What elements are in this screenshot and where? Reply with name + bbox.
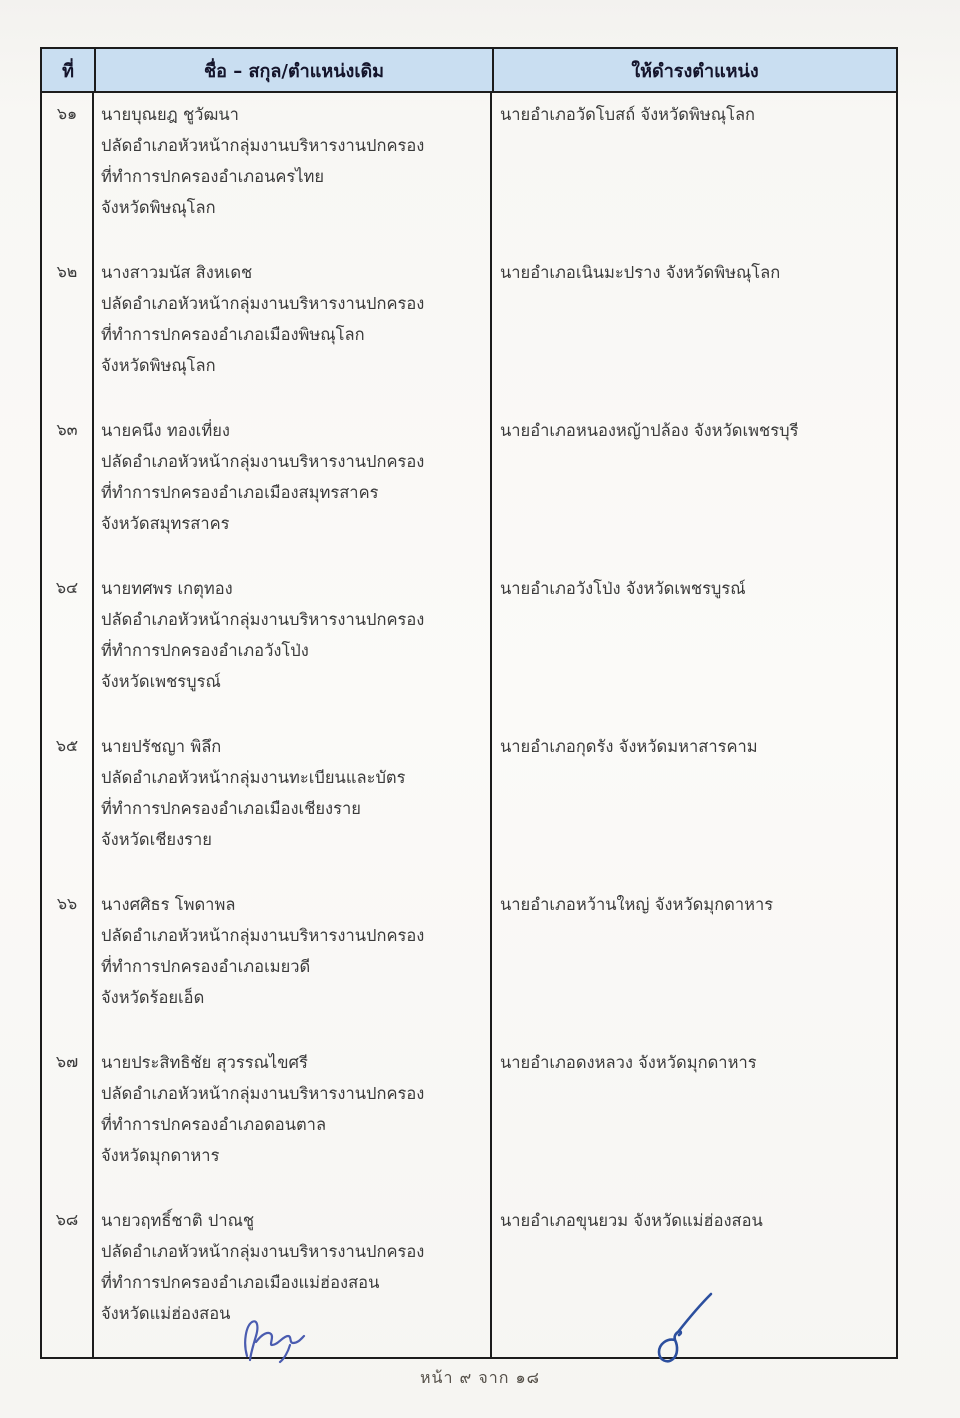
row-number: ๖๗: [42, 1041, 94, 1199]
former-position-line: ที่ทำการปกครองอำเภอเมืองแม่ฮ่องสอน: [101, 1273, 380, 1292]
person-name: นายปรัชญา พิลึก: [101, 737, 222, 756]
new-position-cell: นายอำเภอดงหลวง จังหวัดมุกดาหาร: [500, 1053, 757, 1072]
new-position-cell: นายอำเภอวังโป่ง จังหวัดเพชรบูรณ์: [500, 579, 746, 598]
header-col-former-position: ชื่อ – สกุล/ตำแหน่งเดิม: [94, 49, 492, 91]
former-position-line: ปลัดอำเภอหัวหน้ากลุ่มงานบริหารงานปกครอง: [101, 136, 425, 155]
former-position-line: จังหวัดแม่ฮ่องสอน: [101, 1304, 231, 1323]
row-number: ๖๑: [42, 93, 94, 251]
person-name: นายบุณยฎ ชูวัฒนา: [101, 105, 239, 124]
former-position-line: จังหวัดร้อยเอ็ด: [101, 988, 205, 1007]
person-name: นางสาวมนัส สิงหเดช: [101, 263, 253, 282]
signature-right-stroke: [659, 1294, 711, 1361]
page-number-footer: หน้า ๙ จาก ๑๘: [420, 1368, 540, 1387]
former-position-cell: [94, 725, 492, 883]
former-position-line: จังหวัดพิษณุโลก: [101, 198, 216, 217]
former-position-line: ที่ทำการปกครองอำเภอดอนตาล: [101, 1115, 327, 1134]
person-name: นายทศพร เกตุทอง: [101, 579, 233, 598]
header-col-new-position: ให้ดำรงตำแหน่ง: [492, 49, 896, 91]
former-position-line: ที่ทำการปกครองอำเภอเมืองสมุทรสาคร: [101, 483, 379, 502]
signature-left-stroke: [245, 1321, 304, 1362]
row-number: ๖๓: [42, 409, 94, 567]
former-position-line: ที่ทำการปกครองอำเภอนครไทย: [101, 167, 325, 186]
former-position-line: จังหวัดสมุทรสาคร: [101, 514, 230, 533]
person-name: นายประสิทธิชัย สุวรรณไขศรี: [101, 1053, 308, 1072]
table-header-row: [42, 49, 896, 93]
former-position-cell: [94, 251, 492, 409]
person-name: นางศศิธร โพดาพล: [101, 895, 236, 914]
former-position-line: ปลัดอำเภอหัวหน้ากลุ่มงานบริหารงานปกครอง: [101, 1084, 425, 1103]
row-number: ๖๘: [42, 1199, 94, 1357]
new-position-cell: นายอำเภอเนินมะปราง จังหวัดพิษณุโลก: [500, 263, 781, 282]
former-position-line: ที่ทำการปกครองอำเภอเมืองเชียงราย: [101, 799, 361, 818]
former-position-line: ปลัดอำเภอหัวหน้ากลุ่มงานบริหารงานปกครอง: [101, 926, 425, 945]
former-position-line: ปลัดอำเภอหัวหน้ากลุ่มงานบริหารงานปกครอง: [101, 294, 425, 313]
appointments-table: [40, 47, 898, 1359]
table-body: [42, 93, 896, 1357]
former-position-line: ปลัดอำเภอหัวหน้ากลุ่มงานทะเบียนและบัตร: [101, 768, 406, 787]
new-position-cell: นายอำเภอหนองหญ้าปล้อง จังหวัดเพชรบุรี: [500, 421, 799, 440]
former-position-cell: [94, 93, 492, 251]
new-position-cell: นายอำเภอหว้านใหญ่ จังหวัดมุกดาหาร: [500, 895, 774, 914]
header-col-number: ที่: [62, 60, 74, 82]
former-position-cell: [94, 409, 492, 567]
former-position-line: จังหวัดเพชรบูรณ์: [101, 672, 221, 691]
former-position-cell: [94, 883, 492, 1041]
signature-left: [238, 1312, 310, 1370]
former-position-line: ปลัดอำเภอหัวหน้ากลุ่มงานบริหารงานปกครอง: [101, 1242, 425, 1261]
row-number: ๖๒: [42, 251, 94, 409]
row-number: ๖๕: [42, 725, 94, 883]
former-position-cell: [94, 1041, 492, 1199]
new-position-cell: นายอำเภอขุนยวม จังหวัดแม่ฮ่องสอน: [500, 1211, 763, 1230]
former-position-line: จังหวัดมุกดาหาร: [101, 1146, 220, 1165]
former-position-line: ที่ทำการปกครองอำเภอเมยวดี: [101, 957, 311, 976]
person-name: นายวฤทธิ์ชาติ ปาณชู: [101, 1211, 255, 1230]
person-name: นายคนึง ทองเที่ยง: [101, 421, 230, 440]
former-position-cell: [94, 567, 492, 725]
former-position-line: จังหวัดพิษณุโลก: [101, 356, 216, 375]
former-position-line: ที่ทำการปกครองอำเภอวังโป่ง: [101, 641, 309, 660]
new-position-cell: นายอำเภอกุดรัง จังหวัดมหาสารคาม: [500, 737, 758, 756]
signature-right: [645, 1288, 725, 1372]
former-position-line: จังหวัดเชียงราย: [101, 830, 212, 849]
row-number: ๖๖: [42, 883, 94, 1041]
new-position-cell: นายอำเภอวัดโบสถ์ จังหวัดพิษณุโลก: [500, 105, 756, 124]
former-position-line: ที่ทำการปกครองอำเภอเมืองพิษณุโลก: [101, 325, 365, 344]
former-position-line: ปลัดอำเภอหัวหน้ากลุ่มงานบริหารงานปกครอง: [101, 452, 425, 471]
former-position-line: ปลัดอำเภอหัวหน้ากลุ่มงานบริหารงานปกครอง: [101, 610, 425, 629]
row-number: ๖๔: [42, 567, 94, 725]
